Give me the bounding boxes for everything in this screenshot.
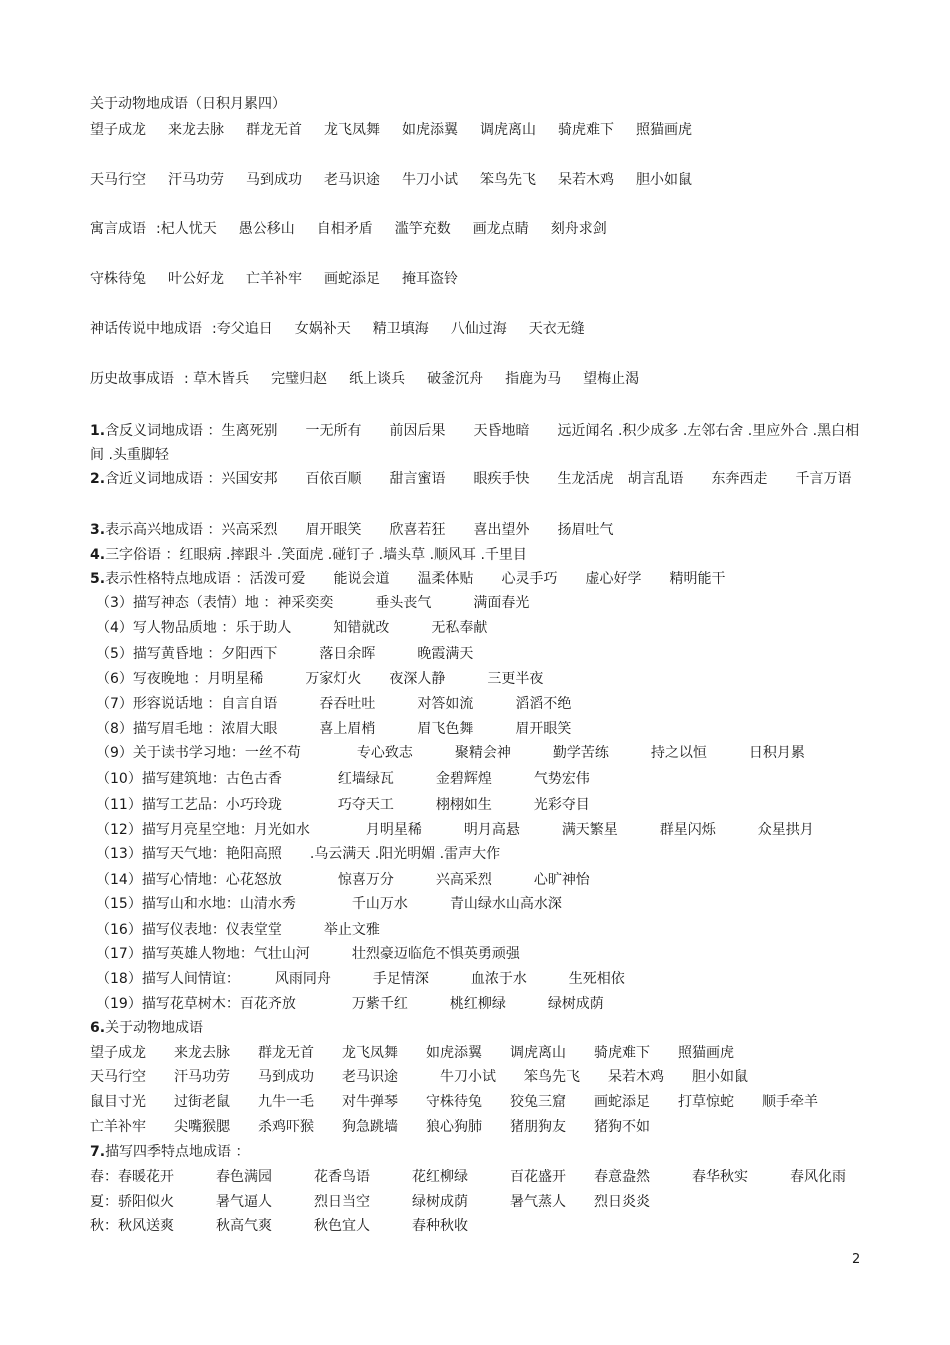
sub-item: （6）写夜晚地 ：月明星稀 万家灯火 夜深人静 三更半夜 — [96, 671, 544, 687]
fable-label: 寓言成语 — [90, 221, 146, 237]
page-number: 2 — [852, 1252, 861, 1267]
section-4 — [90, 545, 527, 565]
section-text: 表示高兴地成语 ：兴高采烈 眉开眼笑 欣喜若狂 喜出望外 扬眉吐气 — [105, 522, 614, 538]
sub-item: （14）描写心情地：心花怒放 惊喜万分 兴高采烈 心旷神怡 — [96, 872, 590, 888]
sub-item: （3）描写神态（表情）地 ：神采奕奕 垂头丧气 满面春光 — [96, 595, 530, 611]
idiom: 群龙无首 — [246, 122, 302, 138]
heading: 关于动物地成语（日积月累四） — [90, 96, 286, 112]
idiom: 调虎离山 — [480, 122, 536, 138]
idiom: 刻舟求剑 — [550, 221, 607, 237]
sub-item: （10）描写建筑地：古色古香 红墙绿瓦 金碧辉煌 气势宏伟 — [96, 771, 590, 787]
section-number: 5. — [90, 571, 106, 587]
section-text: 含反义词地成语 ：生离死别 一无所有 前因后果 天昏地暗 远近闻名 .积少成多 .左邻右舍 .里应外合 .黑白相间 .头重脚轻 — [90, 423, 860, 463]
idiom: :杞人忧天 — [156, 221, 217, 237]
section-number: 3. — [90, 522, 106, 538]
sub-item: （15）描写山和水地：山清水秀 千山万水 青山绿水山高水深 — [96, 896, 562, 912]
animal-line: 鼠目寸光 过街老鼠 九牛一毛 对牛弹琴 守株待兔 狡兔三窟 画蛇添足 打草惊蛇 顺手牵羊 — [90, 1094, 818, 1110]
animal-line: 天马行空 汗马功劳 马到成功 老马识途 牛刀小试 笨鸟先飞 呆若木鸡 胆小如鼠 — [90, 1069, 748, 1085]
idiom: 汗马功劳 — [168, 172, 224, 188]
sub-item: （19）描写花草树木：百花齐放 万紫千红 桃红柳绿 绿树成荫 — [96, 996, 604, 1012]
sub-item: （13）描写天气地：艳阳高照 .乌云满天 .阳光明媚 .雷声大作 — [96, 846, 501, 862]
section-number: 2. — [90, 471, 106, 487]
idiom: 骑虎难下 — [558, 122, 614, 138]
myth-idioms-row — [90, 319, 607, 339]
animal-line: 亡羊补牢 尖嘴猴腮 杀鸡吓猴 狗急跳墙 狼心狗肺 猪朋狗友 猪狗不如 — [90, 1119, 650, 1135]
animal-idioms-row-1 — [90, 120, 714, 140]
history-idioms-row — [90, 369, 661, 389]
idiom: 龙飞凤舞 — [324, 122, 380, 138]
section-number: 7. — [90, 1144, 106, 1160]
sub-item: （4）写人物品质地 ：乐于助人 知错就改 无私奉献 — [96, 620, 488, 636]
idiom: 守株待兔 — [90, 271, 146, 287]
idiom: 掩耳盗铃 — [402, 271, 458, 287]
idiom: 滥竽充数 — [394, 221, 451, 237]
idiom: 叶公好龙 — [168, 271, 224, 287]
fable-idioms-row — [90, 219, 629, 239]
idiom: 呆若木鸡 — [558, 172, 614, 188]
section-1 — [90, 419, 870, 467]
season-line: 秋：秋风送爽 秋高气爽 秋色宜人 春种秋收 — [90, 1218, 468, 1234]
idiom: 愚公移山 — [238, 221, 295, 237]
section-text: 含近义词地成语 ：兴国安邦 百依百顺 甜言蜜语 眼疾手快 生龙活虎 胡言乱语 东奔西走 千言万语 — [105, 471, 852, 487]
idiom: 如虎添翼 — [402, 122, 458, 138]
section-2 — [90, 467, 870, 491]
idiom: 纸上谈兵 — [349, 371, 406, 387]
sub-item: （8）描写眉毛地 ：浓眉大眼 喜上眉梢 眉飞色舞 眉开眼笑 — [96, 721, 572, 737]
idiom: 指鹿为马 — [505, 371, 562, 387]
idiom: 完璧归赵 — [271, 371, 328, 387]
section-5 — [90, 569, 726, 589]
history-label: 历史故事成语 — [90, 371, 174, 387]
section-number: 4. — [90, 547, 106, 563]
idiom: 精卫填海 — [372, 321, 429, 337]
sub-item: （18）描写人间情谊： 风雨同舟 手足情深 血浓于水 生死相依 — [96, 971, 625, 987]
idiom: 画蛇添足 — [324, 271, 380, 287]
section-number: 6. — [90, 1020, 106, 1036]
myth-label: 神话传说中地成语 — [90, 321, 202, 337]
idiom: 自相矛盾 — [316, 221, 373, 237]
idiom: :夸父追日 — [212, 321, 273, 337]
idiom: 八仙过海 — [450, 321, 507, 337]
sub-item: （16）描写仪表地：仪表堂堂 举止文雅 — [96, 922, 380, 938]
section-7 — [90, 1142, 250, 1162]
idiom: 照猫画虎 — [636, 122, 692, 138]
idiom: 天衣无缝 — [528, 321, 585, 337]
idiom: 望子成龙 — [90, 122, 146, 138]
idiom: 破釜沉舟 — [427, 371, 484, 387]
section-number: 1. — [90, 423, 106, 439]
idiom: 牛刀小试 — [402, 172, 458, 188]
section-6 — [90, 1018, 203, 1038]
idiom: : 草木皆兵 — [184, 371, 250, 387]
sub-item: （5）描写黄昏地 ：夕阳西下 落日余晖 晚霞满天 — [96, 646, 474, 662]
season-line: 夏：骄阳似火 暑气逼人 烈日当空 绿树成荫 暑气蒸人 烈日炎炎 — [90, 1194, 650, 1210]
fable-idioms-row-2 — [90, 269, 480, 289]
idiom: 笨鸟先飞 — [480, 172, 536, 188]
idiom: 天马行空 — [90, 172, 146, 188]
idiom: 女娲补天 — [294, 321, 351, 337]
sub-item: （11）描写工艺品：小巧玲珑 巧夺天工 栩栩如生 光彩夺目 — [96, 797, 590, 813]
section-text: 表示性格特点地成语 ：活泼可爱 能说会道 温柔体贴 心灵手巧 虚心好学 精明能干 — [105, 571, 726, 587]
idiom: 胆小如鼠 — [636, 172, 692, 188]
sub-item: （9）关于读书学习地：一丝不苟 专心致志 聚精会神 勤学苦练 持之以恒 日积月累 — [96, 745, 805, 761]
season-line: 春：春暖花开 春色满园 花香鸟语 花红柳绿 百花盛开 春意盎然 春华秋实 春风化雨 — [90, 1169, 846, 1185]
sub-item: （7）形容说话地 ：自言自语 吞吞吐吐 对答如流 滔滔不绝 — [96, 696, 572, 712]
idiom: 马到成功 — [246, 172, 302, 188]
idiom: 老马识途 — [324, 172, 380, 188]
section-text: 描写四季特点地成语 ： — [105, 1144, 250, 1160]
idiom: 画龙点睛 — [472, 221, 529, 237]
animal-line: 望子成龙 来龙去脉 群龙无首 龙飞凤舞 如虎添翼 调虎离山 骑虎难下 照猫画虎 — [90, 1045, 734, 1061]
section-3 — [90, 520, 614, 540]
animal-idioms-row-2 — [90, 170, 714, 190]
sub-item: （17）描写英雄人物地：气壮山河 壮烈豪迈临危不惧英勇顽强 — [96, 946, 520, 962]
sub-item: （12）描写月亮星空地：月光如水 月明星稀 明月高悬 满天繁星 群星闪烁 众星拱月 — [96, 822, 814, 838]
idiom: 望梅止渴 — [583, 371, 640, 387]
section-text: 三字俗语 ：红眼病 .摔跟斗 .笑面虎 .碰钉子 .墙头草 .顺风耳 .千里目 — [105, 547, 527, 563]
section-text: 关于动物地成语 — [105, 1020, 204, 1036]
idiom: 来龙去脉 — [168, 122, 224, 138]
idiom: 亡羊补牢 — [246, 271, 302, 287]
